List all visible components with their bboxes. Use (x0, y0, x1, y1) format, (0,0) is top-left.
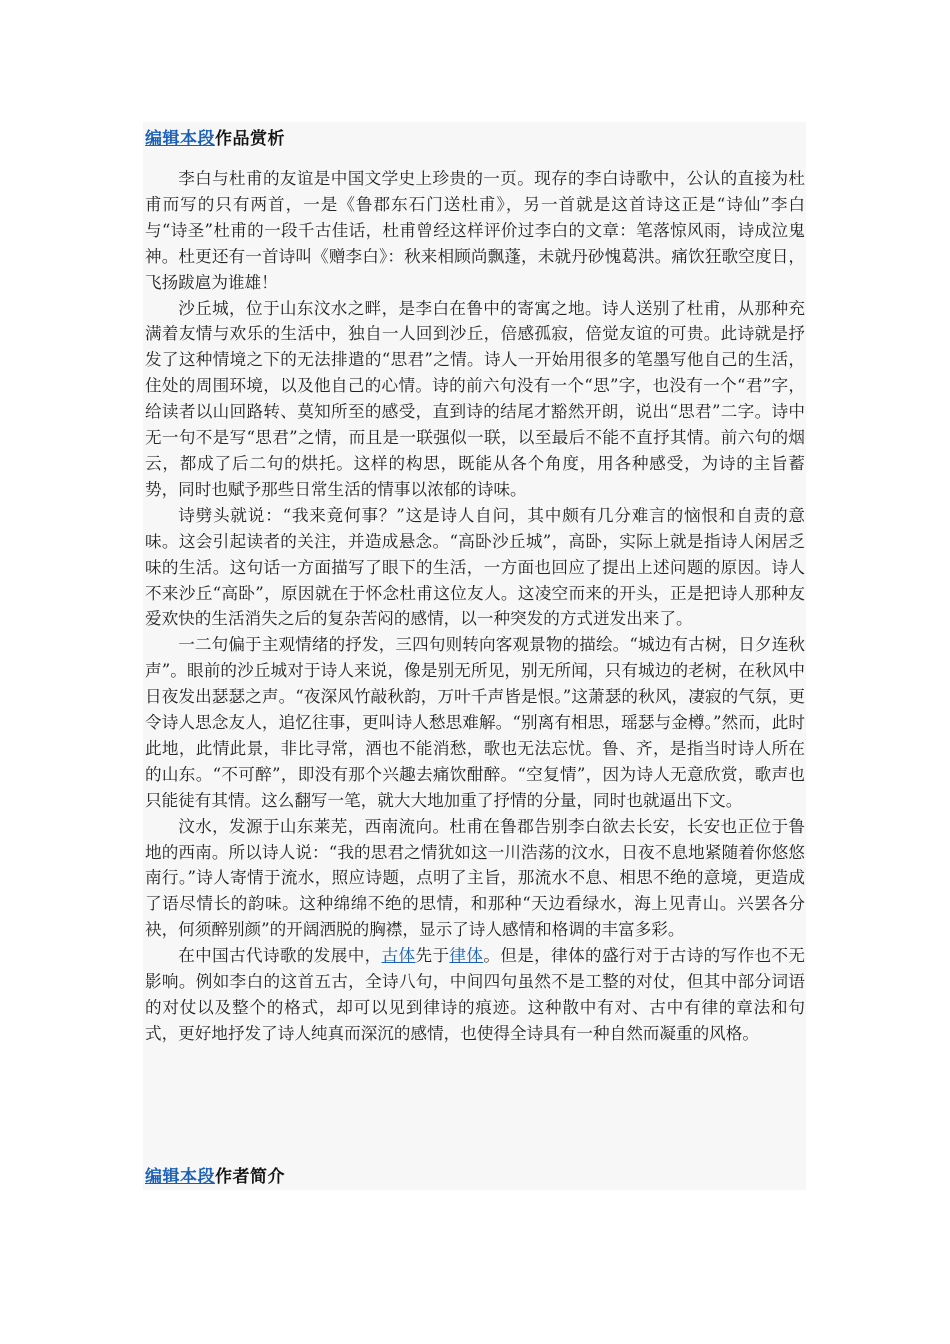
article-panel (143, 122, 806, 1190)
section-title: 作品赏析 (215, 129, 285, 149)
paragraph: 一二句偏于主观情绪的抒发，三四句则转向客观景物的描绘。“城边有古树，日夕连秋声”。眼前的沙丘城对于诗人来说，像是别无所见，别无所闻，只有城边的老树，在秋风中日夜发出瑟瑟之声。“夜深风竹敲秋韵，万叶千声皆是恨。”这萧瑟的秋风，凄寂的气氛，更令诗人思念友人，追忆往事，更叫诗人愁思难解。“别离有相思，瑶瑟与金樽。”然而，此时此地，此情此景，非比寻常，酒也不能消愁，歌也无法忘忧。鲁、齐，是指当时诗人所在的山东。“不可醉”，即没有那个兴趣去痛饮酣醉。“空复情”，因为诗人无意欣赏，歌声也只能徒有其情。这么翻写一笔，就大大地加重了抒情的分量，同时也就逼出下文。 (145, 635, 805, 810)
section-title: 作者简介 (215, 1167, 285, 1187)
paragraph-text: 在中国古代诗歌的发展中， (178, 946, 382, 966)
edit-section-link[interactable]: 编辑本段 (145, 129, 215, 149)
guti-link[interactable]: 古体 (381, 946, 416, 966)
paragraph: 沙丘城，位于山东汶水之畔，是李白在鲁中的寄寓之地。诗人送别了杜甫，从那种充满着友情与欢乐的生活中，独自一人回到沙丘，倍感孤寂，倍觉友谊的可贵。此诗就是抒发了这种情境之下的无法排遣的“思君”之情。诗人一开始用很多的笔墨写他自己的生活，住处的周围环境，以及他自己的心情。诗的前六句没有一个“思”字，也没有一个“君”字，给读者以山回路转、莫知所至的感受，直到诗的结尾才豁然开朗，说出“思君”二字。诗中无一句不是写“思君”之情，而且是一联强似一联，以至最后不能不直抒其情。前六句的烟云，都成了后二句的烘托。这样的构思，既能从各个角度，用各种感受，为诗的主旨蓄势，同时也赋予那些日常生活的情事以浓郁的诗味。 (145, 298, 805, 499)
paragraph-text: 。但是，律体的盛行对于古诗的写作也不无影响。例如李白的这首五古，全诗八句，中间四句虽然不是工整的对仗，但其中部分词语的对仗以及整个的格式，却可以见到律诗的痕迹。这种散中有对、古中有律的章法和句式，更好地抒发了诗人纯真而深沉的感情，也使得全诗具有一种自然而凝重的风格。 (145, 946, 806, 1043)
section-heading-author (145, 1162, 285, 1192)
paragraph: 汶水，发源于山东莱芜，西南流向。杜甫在鲁郡告别李白欲去长安，长安也正位于鲁地的西南。所以诗人说：“我的思君之情犹如这一川浩荡的汶水，日夜不息地紧随着你悠悠南行。”诗人寄情于流水，照应诗题，点明了主旨，那流水不息、相思不绝的意境，更造成了语尽情长的韵味。这种绵绵不绝的思情，和那种“天边看绿水，海上见青山。兴罢各分袂，何须醉别颜”的开阔洒脱的胸襟，显示了诗人感情和格调的丰富多彩。 (145, 816, 805, 940)
paragraph: 李白与杜甫的友谊是中国文学史上珍贵的一页。现存的李白诗歌中，公认的直接为杜甫而写的只有两首，一是《鲁郡东石门送杜甫》，另一首就是这首诗这正是“诗仙”李白与“诗圣”杜甫的一段千古佳话，杜甫曾经这样评价过李白的文章：笔落惊风雨，诗成泣鬼神。杜更还有一首诗叫《赠李白》：秋来相顾尚飘蓬，未就丹砂愧葛洪。痛饮狂歌空度日，飞扬跋扈为谁雄！ (145, 169, 805, 292)
paragraph-text: 先于 (415, 946, 450, 966)
edit-section-link[interactable]: 编辑本段 (145, 1167, 215, 1187)
lvti-link[interactable]: 律体 (449, 946, 484, 966)
paragraph (145, 943, 805, 1047)
article-body (145, 166, 805, 1047)
section-heading-appreciation (145, 124, 285, 154)
paragraph: 诗劈头就说：“我来竟何事？”这是诗人自问，其中颇有几分难言的恼恨和自责的意味。这会引起读者的关注，并造成悬念。“高卧沙丘城”，高卧，实际上就是指诗人闲居乏味的生活。这句话一方面描写了眼下的生活，一方面也回应了提出上述问题的原因。诗人不来沙丘“高卧”，原因就在于怀念杜甫这位友人。这凌空而来的开头，正是把诗人那种友爱欢快的生活消失之后的复杂苦闷的感情，以一种突发的方式迸发出来了。 (145, 505, 805, 629)
